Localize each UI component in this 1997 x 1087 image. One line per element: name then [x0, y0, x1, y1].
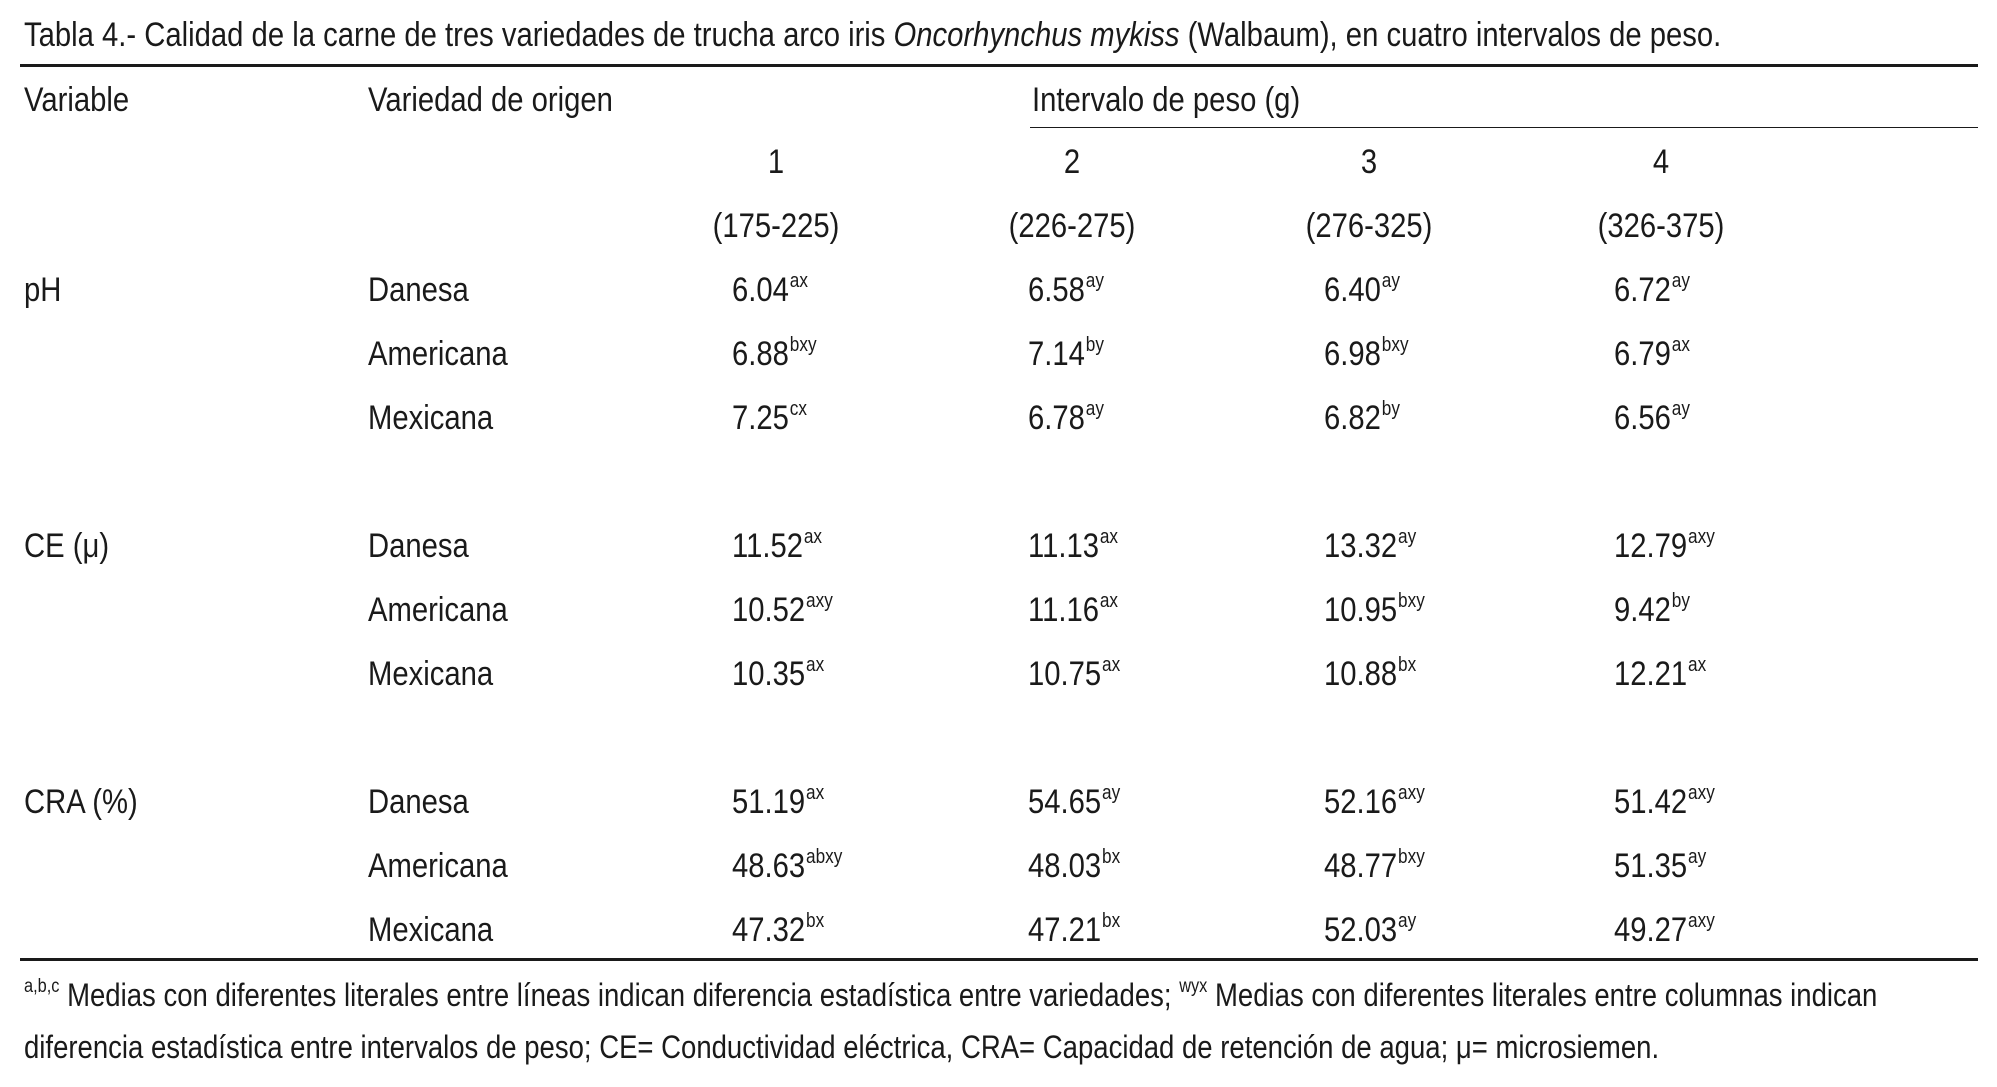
table-cell — [1324, 780, 1425, 824]
table-cell — [1028, 652, 1120, 696]
table-cell — [1324, 908, 1416, 952]
cell-superscript: ay — [1381, 270, 1400, 292]
table-cell — [1324, 588, 1425, 632]
cell-value: 7.14 — [1028, 335, 1085, 373]
header-variable: Variable — [24, 81, 130, 119]
bottom-rule — [20, 958, 1978, 961]
table-cell — [1324, 332, 1409, 376]
cell-value: 52.03 — [1324, 911, 1398, 949]
cell-value: 6.56 — [1614, 399, 1671, 437]
variety-label: Mexicana — [368, 911, 494, 949]
interval-number: 2 — [1063, 143, 1081, 181]
cell-superscript: ay — [1102, 782, 1121, 804]
cell-superscript: bxy — [1398, 590, 1425, 612]
cell-value: 6.79 — [1614, 335, 1671, 373]
cell-value: 47.32 — [732, 911, 806, 949]
cell-value: 49.27 — [1614, 911, 1688, 949]
variety-label: Americana — [368, 335, 508, 373]
cell-value: 10.88 — [1324, 655, 1398, 693]
cell-value: 6.78 — [1028, 399, 1085, 437]
table-cell — [1028, 588, 1118, 632]
cell-superscript: axy — [1688, 910, 1715, 932]
cell-superscript: bx — [806, 910, 825, 932]
cell-value: 6.82 — [1324, 399, 1381, 437]
variety-label: Americana — [368, 847, 508, 885]
interval-range: (175-225) — [712, 207, 840, 245]
cell-superscript: ax — [1671, 334, 1690, 356]
table-cell — [1028, 908, 1120, 952]
caption-prefix: Tabla 4.- Calidad de la carne de tres variedades de trucha arco iris — [24, 16, 894, 54]
table-cell — [1028, 780, 1120, 824]
cell-superscript: axy — [1688, 782, 1715, 804]
cell-superscript: axy — [806, 590, 833, 612]
cell-value: 7.25 — [732, 399, 789, 437]
table-cell — [1614, 780, 1715, 824]
footnote-sup-abc: a,b,c — [24, 976, 60, 997]
cell-superscript: bxy — [789, 334, 817, 356]
variety-label: Americana — [368, 591, 508, 629]
cell-superscript: by — [1085, 334, 1104, 356]
cell-value: 6.88 — [732, 335, 789, 373]
cell-superscript: ay — [1671, 270, 1690, 292]
cell-value: 10.35 — [732, 655, 806, 693]
variable-label: CE (μ) — [24, 527, 110, 565]
caption-species: Oncorhynchus mykiss — [893, 16, 1180, 54]
cell-superscript: ax — [789, 270, 808, 292]
table-cell — [732, 588, 833, 632]
interval-number: 1 — [767, 143, 785, 181]
table-cell — [732, 780, 824, 824]
variety-label: Danesa — [368, 783, 469, 821]
table-cell — [732, 524, 822, 568]
header-variety: Variedad de origen — [368, 81, 613, 119]
table-cell — [1614, 908, 1715, 952]
top-rule — [20, 64, 1978, 67]
cell-superscript: bxy — [1398, 846, 1425, 868]
cell-superscript: abxy — [806, 846, 843, 868]
table-cell — [1028, 396, 1104, 440]
variety-label: Mexicana — [368, 399, 494, 437]
cell-value: 52.16 — [1324, 783, 1398, 821]
cell-superscript: ay — [1398, 910, 1417, 932]
cell-value: 48.03 — [1028, 847, 1102, 885]
cell-value: 11.52 — [732, 527, 804, 565]
interval-rule — [1030, 127, 1978, 128]
table-cell — [1028, 332, 1104, 376]
variety-label: Danesa — [368, 527, 469, 565]
cell-value: 47.21 — [1028, 911, 1102, 949]
cell-value: 6.72 — [1614, 271, 1671, 309]
variable-label: CRA (%) — [24, 783, 138, 821]
table-cell — [732, 652, 824, 696]
cell-value: 48.63 — [732, 847, 806, 885]
table-cell — [1324, 524, 1416, 568]
cell-value: 6.58 — [1028, 271, 1085, 309]
table-cell — [1028, 524, 1118, 568]
cell-superscript: ay — [1688, 846, 1707, 868]
cell-value: 48.77 — [1324, 847, 1398, 885]
cell-value: 10.95 — [1324, 591, 1398, 629]
cell-value: 10.52 — [732, 591, 806, 629]
cell-value: 51.42 — [1614, 783, 1688, 821]
cell-superscript: bx — [1102, 846, 1121, 868]
table-cell — [1614, 524, 1715, 568]
cell-value: 11.16 — [1028, 591, 1100, 629]
header-interval: Intervalo de peso (g) — [1032, 81, 1301, 119]
variable-label: pH — [24, 271, 62, 309]
cell-value: 6.40 — [1324, 271, 1381, 309]
table-cell — [1324, 844, 1425, 888]
table-cell — [1614, 396, 1690, 440]
cell-superscript: axy — [1398, 782, 1425, 804]
cell-value: 9.42 — [1614, 591, 1671, 629]
cell-value: 54.65 — [1028, 783, 1102, 821]
table-cell — [1614, 844, 1706, 888]
interval-number: 4 — [1652, 143, 1670, 181]
cell-value: 6.98 — [1324, 335, 1381, 373]
cell-superscript: by — [1671, 590, 1690, 612]
cell-value: 12.21 — [1614, 655, 1688, 693]
table-cell — [1614, 588, 1690, 632]
cell-superscript: ax — [806, 654, 825, 676]
variety-label: Mexicana — [368, 655, 494, 693]
cell-superscript: ax — [806, 782, 825, 804]
interval-range: (326-375) — [1597, 207, 1725, 245]
cell-value: 10.75 — [1028, 655, 1102, 693]
table-cell — [732, 332, 817, 376]
cell-superscript: bx — [1102, 910, 1121, 932]
table-caption — [24, 10, 1722, 60]
cell-value: 12.79 — [1614, 527, 1688, 565]
cell-superscript: ay — [1398, 526, 1417, 548]
cell-superscript: ax — [803, 526, 823, 548]
cell-superscript: by — [1381, 398, 1400, 420]
cell-superscript: ay — [1085, 398, 1104, 420]
cell-value: 51.35 — [1614, 847, 1688, 885]
table-cell — [732, 396, 807, 440]
table-cell — [1028, 844, 1120, 888]
interval-number: 3 — [1360, 143, 1378, 181]
cell-value: 6.04 — [732, 271, 789, 309]
footnote-sup-wyx: wyx — [1179, 976, 1208, 997]
caption-suffix: (Walbaum), en cuatro intervalos de peso. — [1179, 16, 1722, 54]
table-cell — [1614, 332, 1690, 376]
table-cell — [1614, 268, 1690, 312]
table-cell — [1324, 396, 1400, 440]
cell-superscript: ay — [1671, 398, 1690, 420]
interval-range: (226-275) — [1008, 207, 1136, 245]
table-cell — [732, 268, 808, 312]
table-cell — [732, 908, 824, 952]
cell-superscript: ax — [1099, 526, 1119, 548]
table-cell — [732, 844, 842, 888]
interval-range: (276-325) — [1305, 207, 1433, 245]
footnote-line-2: diferencia estadística entre intervalos de peso; CE= Conductividad eléctrica, CRA= Capacidad de retención de agua; μ= microsiemen. — [24, 1029, 1660, 1065]
cell-superscript: ax — [1102, 654, 1121, 676]
cell-superscript: axy — [1688, 526, 1715, 548]
cell-superscript: ay — [1085, 270, 1104, 292]
cell-superscript: cx — [789, 398, 807, 420]
table-cell — [1324, 652, 1416, 696]
footnote-text-2: Medias con diferentes literales entre columnas indican — [1207, 977, 1878, 1013]
cell-superscript: ax — [1688, 654, 1707, 676]
table-cell — [1614, 652, 1706, 696]
cell-value: 11.13 — [1028, 527, 1100, 565]
cell-value: 13.32 — [1324, 527, 1398, 565]
table-cell — [1028, 268, 1104, 312]
cell-superscript: ax — [1099, 590, 1119, 612]
cell-superscript: bx — [1398, 654, 1417, 676]
table-cell — [1324, 268, 1400, 312]
footnote-text-1: Medias con diferentes literales entre líneas indican diferencia estadística entre variedades; — [59, 977, 1180, 1013]
variety-label: Danesa — [368, 271, 469, 309]
cell-value: 51.19 — [732, 783, 806, 821]
cell-superscript: bxy — [1381, 334, 1409, 356]
footnote-line-1 — [24, 971, 1916, 1019]
